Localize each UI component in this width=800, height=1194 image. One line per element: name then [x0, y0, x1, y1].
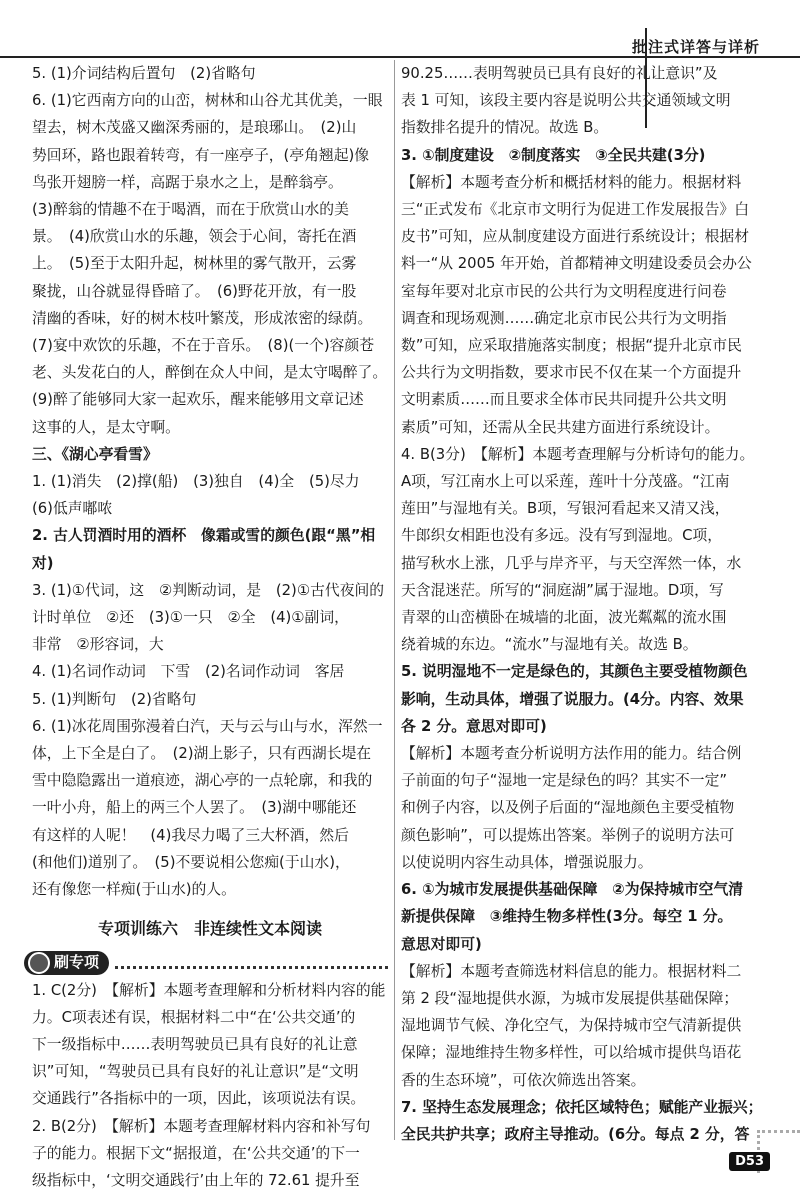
answer-line: 意思对即可) — [401, 935, 482, 953]
answer-line: 湿地调节气候、净化空气，为保持城市空气清新提供 — [401, 1017, 742, 1035]
answer-line: 2. 古人罚酒时用的酒杯 像霜或雪的颜色(跟“黑”相对) — [32, 527, 376, 572]
answer-line: 天含混迷茫。所写的“洞庭湖”属于湿地。D项，写 — [401, 581, 724, 599]
left-column — [32, 60, 388, 1194]
answer-line: 90.25……表明驾驶员已具有良好的礼让意识”及 — [401, 65, 718, 82]
right-column — [401, 60, 768, 1148]
answer-line: 【解析】本题考查分析说明方法作用的能力。结合例 — [401, 745, 742, 763]
answer-line: 料一“从 2005 年开始，首都精神文明建设委员会办公 — [401, 255, 752, 273]
answer-line: 指数排名提升的情况。故选 B。 — [401, 119, 609, 137]
answer-line: 聚拢，山谷就显得昏暗了。 (6)野花开放，有一股 — [32, 282, 357, 300]
answer-line: 【解析】本题考查分析和概括材料的能力。根据材料 — [401, 173, 742, 191]
answer-line: 1. (1)消失 (2)撑(船) (3)独自 (4)全 (5)尽力 — [32, 473, 360, 491]
answer-line: 颜色影响”，可以提炼出答案。举例子的说明方法可 — [401, 826, 735, 844]
answer-line: 清幽的香味，好的树木枝叶繁茂，形成浓密的绿荫。 — [32, 309, 373, 327]
answer-line: 调查和现场观测……确定北京市民公共行为文明指 — [401, 309, 727, 327]
answer-line: 识”可知，“驾驶员已具有良好的礼让意识”是“文明 — [32, 1063, 359, 1081]
answer-line: 这事的人，是太守啊。 — [32, 418, 180, 436]
answer-line: A项，写江南水上可以采莲，莲叶十分茂盛。“江南 — [401, 473, 730, 491]
answer-line: 公共行为文明指数，要求市民不仅在某一个方面提升 — [401, 364, 742, 382]
answer-line: 青翠的山峦横卧在城墙的北面，波光粼粼的流水围 — [401, 609, 727, 627]
answer-line: 老、头发花白的人，醉倒在众人中间，是太守喝醉了。 — [32, 364, 388, 382]
answer-line: 素质”可知，还需从全民共建方面进行系统设计。 — [401, 418, 720, 436]
answer-line: 三“正式发布《北京市文明行为促进工作发展报告》白 — [401, 201, 749, 219]
answer-line: 保障；湿地维持生物多样性，可以给城市提供鸟语花 — [401, 1044, 742, 1062]
answer-line: 室每年要对北京市民的公共行为文明程度进行问卷 — [401, 282, 727, 300]
header-title: 批注式详答与详析 — [631, 38, 760, 56]
page-number: D53 — [729, 1152, 770, 1171]
answer-line: 5. (1)判断句 (2)省略句 — [32, 690, 197, 708]
answer-line: 新提供保障 ③维持生物多样性(3分。每空 1 分。 — [401, 908, 733, 926]
answer-line: 子前面的句子“湿地一定是绿色的吗？其实不一定” — [401, 772, 728, 790]
page-header — [0, 0, 800, 60]
answer-line: 非常 ②形容词，大 — [32, 636, 164, 654]
answer-line: 香的生态环境”，可依次筛选出答案。 — [401, 1071, 646, 1089]
answer-line: 表 1 可知，该段主要内容是说明公共交通领域文明 — [401, 92, 731, 110]
section-title: 专项训练六 非连续性文本阅读 — [97, 919, 322, 939]
answer-line: 6. (1)它西南方向的山峦，树林和山谷尤其优美，一眼 — [32, 92, 383, 110]
brush-banner — [24, 951, 388, 975]
answer-line: 和例子内容，以及例子后面的“湿地颜色主要受植物 — [401, 799, 735, 817]
answer-line: 牛郎织女相距也没有多远。没有写到湿地。C项， — [401, 527, 723, 545]
answer-line: 全民共护共享；政府主导推动。(6分。每点 2 分，答 — [401, 1125, 750, 1143]
answer-line: 文明素质……而且要求全体市民共同提升公共文明 — [401, 391, 727, 409]
answer-line: 力。C项表述有误，根据材料二中“在‘公共交通’的 — [32, 1008, 356, 1026]
answer-line: 雪中隐隐露出一道痕迹，湖心亭的一点轮廓，和我的 — [32, 772, 373, 790]
answer-line: 皮书”可知，应从制度建设方面进行系统设计；根据材 — [401, 228, 749, 246]
answer-line: 5. (1)介词结构后置句 (2)省略句 — [32, 65, 256, 82]
answer-line: 鸟张开翅膀一样，高踞于泉水之上，是醉翁亭。 — [32, 173, 343, 191]
answer-line: 描写秋水上涨，几乎与岸齐平，与天空浑然一体，水 — [401, 554, 742, 572]
answer-line: 势回环，路也跟着转弯，有一座亭子，(亭角翘起)像 — [32, 146, 370, 164]
answer-line: 3. (1)①代词，这 ②判断动词，是 (2)①古代夜间的 — [32, 581, 385, 599]
answer-line: (和他们)道别了。 (5)不要说相公您痴(于山水)， — [32, 853, 350, 871]
answer-line: 【解析】本题考查筛选材料信息的能力。根据材料二 — [401, 962, 742, 980]
header-rule — [0, 56, 800, 58]
answer-line: 计时单位 ②还 (3)①一只 ②全 (4)①副词， — [32, 609, 349, 627]
answer-line: 以使说明内容生动具体，增强说服力。 — [401, 853, 653, 871]
answer-line: (3)醉翁的情趣不在于喝酒，而在于欣赏山水的美 — [32, 201, 349, 219]
answer-line: 6. (1)冰花周围弥漫着白汽，天与云与山与水，浑然一 — [32, 717, 383, 735]
answer-line: 5. 说明湿地不一定是绿色的，其颜色主要受植物颜色 — [401, 663, 748, 681]
brush-badge — [24, 951, 109, 975]
dotted-rule — [115, 956, 388, 969]
brush-label: 刷专项 — [54, 952, 100, 971]
answer-line: 4. (1)名词作动词 下雪 (2)名词作动词 客居 — [32, 663, 345, 681]
answer-line: 各 2 分。意思对即可) — [401, 717, 547, 735]
answer-line: 交通践行”各指标中的一项，因此，该项说法有误。 — [32, 1090, 366, 1108]
answer-line: 景。 (4)欣赏山水的乐趣，领会于心间，寄托在酒 — [32, 228, 357, 246]
answer-line: 7. 坚持生态发展理念；依托区域特色；赋能产业振兴； — [401, 1098, 763, 1116]
answer-line: (7)宴中欢饮的乐趣，不在于音乐。 (8)(一个)容颜苍 — [32, 337, 375, 355]
answer-line: 1. C(2分) 【解析】本题考查理解和分析材料内容的能 — [32, 981, 386, 999]
answer-line: 绕着城的东边。“流水”与湿地有关。故选 B。 — [401, 636, 698, 654]
answer-line: (9)醉了能够同大家一起欢乐，醒来能够用文章记述 — [32, 391, 364, 409]
answer-line: 2. B(2分) 【解析】本题考查理解材料内容和补写句 — [32, 1117, 371, 1135]
brush-icon — [28, 952, 50, 974]
answer-line: 子的能力。根据下文“据报道，在‘公共交通’的下一 — [32, 1144, 360, 1162]
answer-line: 一叶小舟，船上的两三个人罢了。 (3)湖中哪能还 — [32, 799, 357, 817]
answer-line: 下一级指标中……表明驾驶员已具有良好的礼让意 — [32, 1035, 358, 1053]
answer-line: 体，上下全是白了。 (2)湖上影子，只有西湖长堤在 — [32, 745, 372, 763]
column-divider — [394, 60, 395, 1140]
answer-line: 数”可知，应采取措施落实制度；根据“提升北京市民 — [401, 337, 742, 355]
answer-line: 3. ①制度建设 ②制度落实 ③全民共建(3分) — [401, 146, 706, 164]
answer-line: 影响，生动具体，增强了说服力。(4分。内容、效果 — [401, 690, 744, 708]
answer-line: 莲田”与湿地有关。B项，写银河看起来又清又浅， — [401, 500, 730, 518]
answer-line: (6)低声嘟哝 — [32, 500, 113, 518]
answer-line: 级指标中，‘文明交通践行’由上年的 72.61 提升至 — [32, 1171, 360, 1189]
answer-line: 上。 (5)至于太阳升起，树林里的雾气散开，云雾 — [32, 255, 357, 273]
answer-line: 还有像您一样痴(于山水)的人。 — [32, 881, 236, 899]
answer-line: 第 2 段“湿地提供水源，为城市发展提供基础保障； — [401, 989, 739, 1007]
answer-line: 4. B(3分) 【解析】本题考查理解与分析诗句的能力。 — [401, 445, 755, 463]
answer-line: 有这样的人呢！ (4)我尽力喝了三大杯酒，然后 — [32, 826, 349, 844]
section-heading: 三、《湖心亭看雪》 — [32, 445, 158, 463]
answer-line: 望去，树木茂盛又幽深秀丽的，是琅琊山。 (2)山 — [32, 119, 357, 137]
answer-line: 6. ①为城市发展提供基础保障 ②为保持城市空气清 — [401, 881, 744, 899]
